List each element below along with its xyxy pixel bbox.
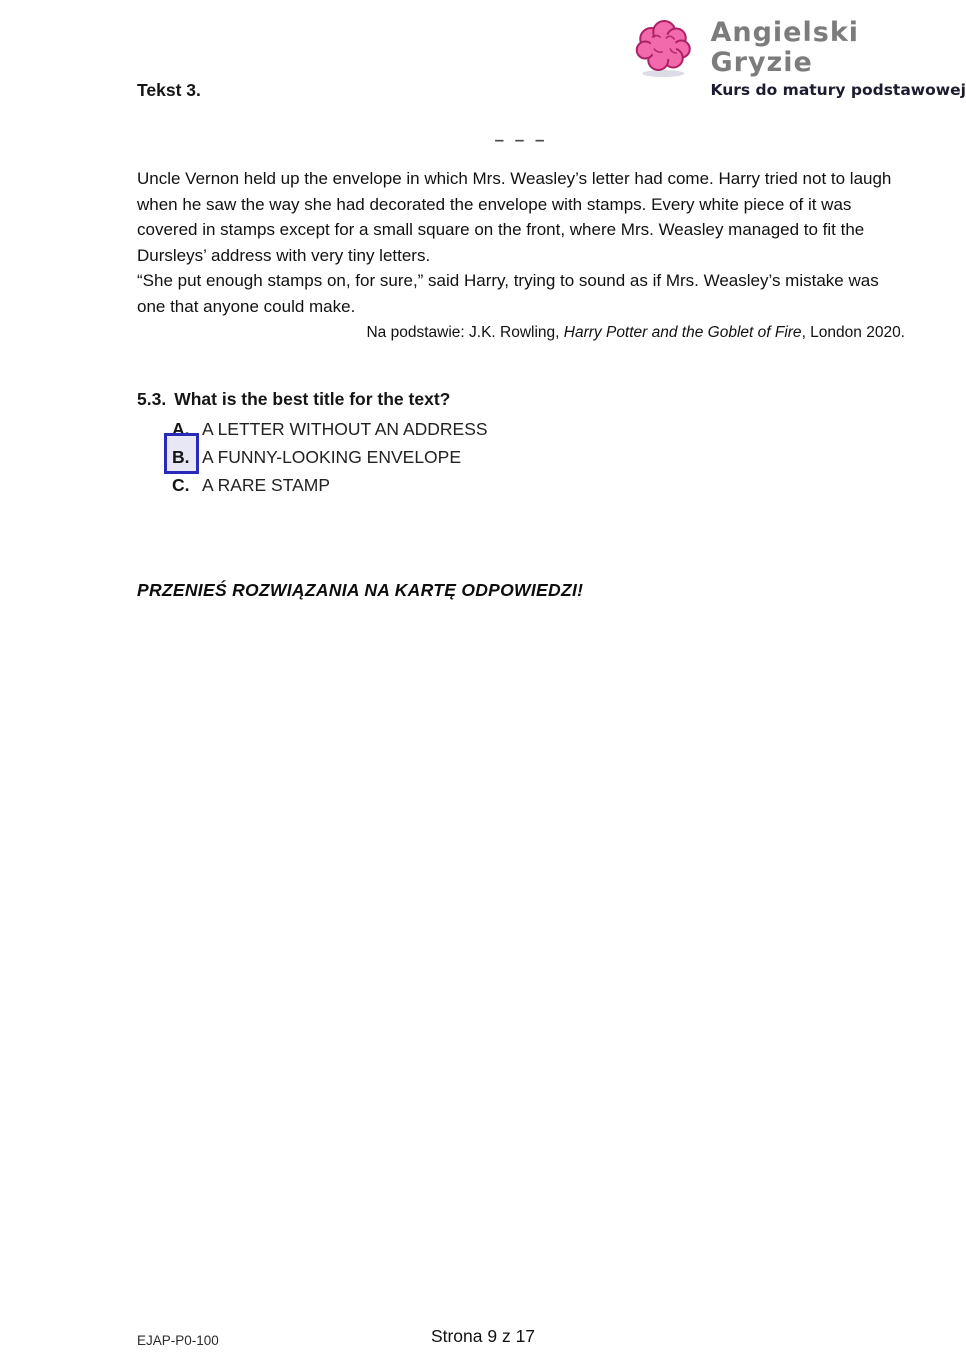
source-suffix: , London 2020. xyxy=(801,324,905,341)
logo-subtitle: Kurs do matury podstawowej xyxy=(710,81,966,99)
answer-options xyxy=(172,415,488,499)
source-book-title: Harry Potter and the Goblet of Fire xyxy=(563,324,802,341)
question-header xyxy=(137,389,450,410)
reading-passage xyxy=(137,166,907,319)
brain-icon xyxy=(630,16,696,78)
logo xyxy=(630,16,966,100)
text-separator: – – – xyxy=(494,130,548,149)
option-text-a: A LETTER WITHOUT AN ADDRESS xyxy=(202,418,488,439)
logo-title: Angielski Gryzie xyxy=(710,17,860,78)
question-number: 5.3. xyxy=(137,389,167,409)
answer-option-a[interactable] xyxy=(172,415,488,443)
passage-paragraph: Uncle Vernon held up the envelope in which Mrs. Weasley’s letter had come. Harry tried not to laugh when he saw the way she had decorated the envelope with stamps. Every white piece of it was covered in stamps except for a small square on the front, where Mrs. Weasley managed to fit the Dursleys’ address with very tiny letters. xyxy=(137,169,892,265)
logo-text xyxy=(710,16,966,100)
transfer-instruction: PRZENIEŚ ROZWIĄZANIA NA KARTĘ ODPOWIEDZI! xyxy=(137,580,584,600)
option-text-c: A RARE STAMP xyxy=(202,474,331,495)
answer-option-b[interactable] xyxy=(172,443,488,471)
option-letter-c[interactable]: C. xyxy=(172,474,190,495)
option-text-b: A FUNNY-LOOKING ENVELOPE xyxy=(202,446,462,467)
form-code: EJAP-P0-100 xyxy=(137,1333,219,1348)
question-text: What is the best title for the text? xyxy=(174,389,451,409)
option-letter-b-selected[interactable]: B. xyxy=(172,447,202,468)
page-number: Strona 9 z 17 xyxy=(430,1326,536,1346)
source-attribution xyxy=(137,324,905,342)
section-heading: Tekst 3. xyxy=(137,80,201,100)
passage-paragraph: “She put enough stamps on, for sure,” said Harry, trying to sound as if Mrs. Weasley’s mistake was one that anyone could make. xyxy=(137,271,879,316)
answer-option-c[interactable] xyxy=(172,471,488,499)
source-prefix: Na podstawie: J.K. Rowling, xyxy=(366,324,564,341)
option-letter-a[interactable]: A. xyxy=(172,418,190,439)
